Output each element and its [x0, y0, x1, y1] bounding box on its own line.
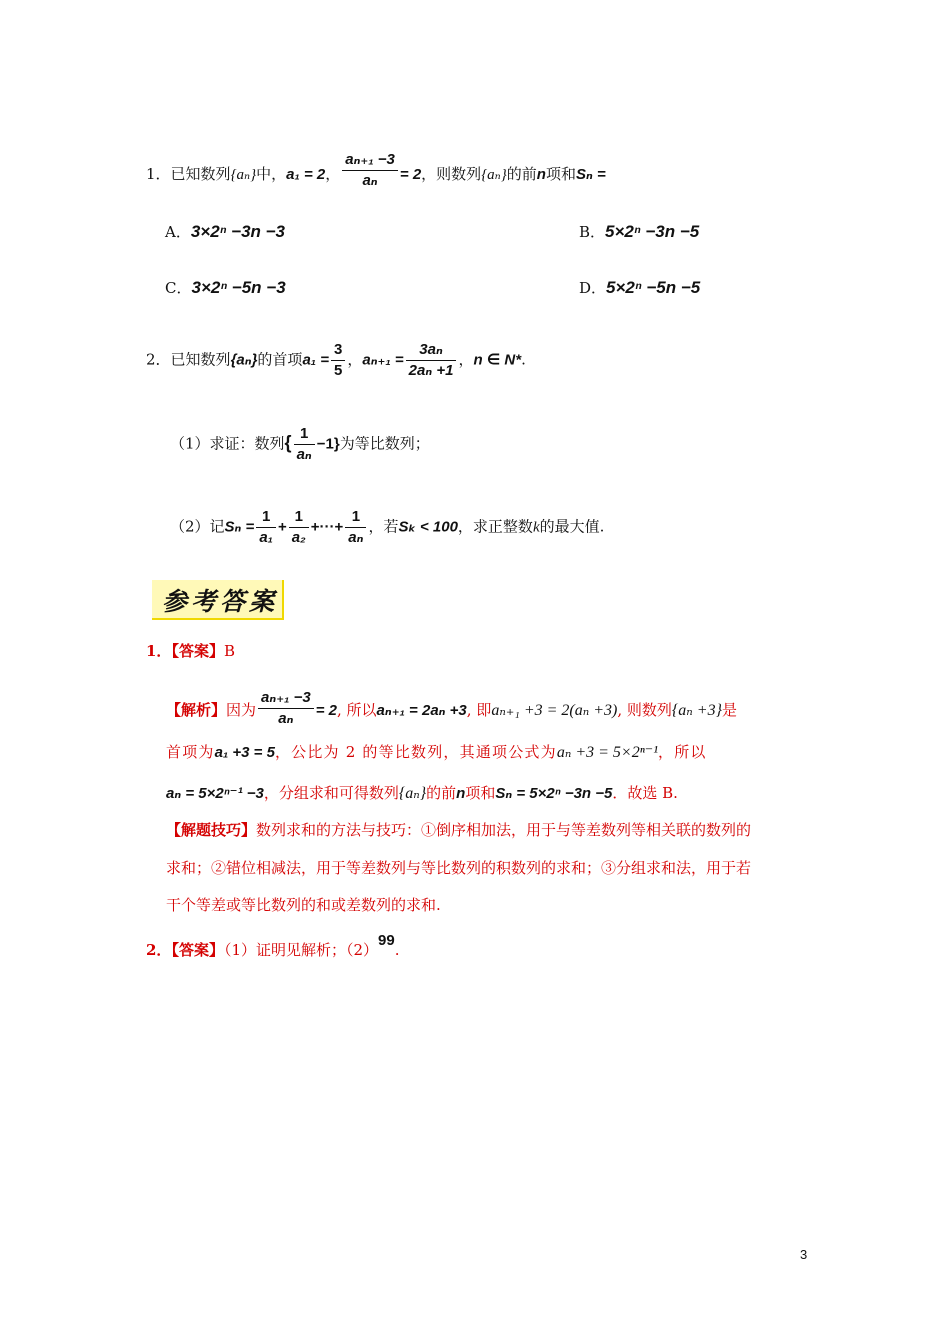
explain-fraction-value: = 2	[315, 702, 337, 719]
q2-frac-3	[345, 507, 366, 548]
q1-sequence: {aₙ}	[230, 167, 257, 183]
q1-sum: Sₙ =	[575, 166, 606, 183]
explain-eq3: a₁ +3 = 5	[214, 744, 275, 761]
fraction-denominator: aₙ	[362, 172, 378, 189]
ans1-label: 【答案】	[171, 642, 224, 660]
q2-line	[146, 340, 526, 381]
q2-part1-tail: −1}	[316, 435, 340, 453]
q1-option-c	[165, 278, 286, 298]
explain-eq6: Sₙ = 5×2ⁿ −3n −5	[495, 785, 613, 802]
fraction-denominator: 2aₙ +1	[408, 362, 454, 379]
ans1-explain-line3	[166, 783, 678, 804]
q1-text: 的前	[506, 165, 537, 183]
explain-eq2: aₙ₊₁ +3 = 2(aₙ +3)	[491, 702, 618, 719]
ans2-text: （1）证明见解析；（2）	[223, 941, 379, 959]
option-label: D．	[579, 279, 607, 297]
q1-text: 已知数列	[170, 165, 231, 183]
q2-text: 已知数列	[170, 350, 231, 369]
tip-text: 求和；②错位相减法，用于等差数列与等比数列的积数列的求和；③分组求和法，用于若	[166, 859, 752, 877]
ans1-tip-line3	[166, 895, 441, 915]
q1-recurrence-fraction	[342, 150, 398, 191]
q1-number: 1．	[146, 165, 171, 183]
option-label: A．	[165, 223, 191, 241]
explain-text: 是	[721, 701, 737, 719]
page-number: 3	[800, 1247, 808, 1262]
brace: {	[284, 432, 292, 453]
ans1-line	[146, 641, 235, 661]
reference-answer-badge	[148, 574, 286, 622]
explain-text: 项和	[465, 784, 496, 802]
q2-frac-1	[256, 507, 276, 548]
badge-title: 参考答案	[162, 587, 279, 616]
ans2-end: .	[394, 941, 400, 959]
fraction-denominator: aₙ	[348, 529, 364, 546]
ans1-explain-line2	[166, 742, 707, 763]
q2-domain: n ∈ N*	[473, 351, 522, 369]
q1-sequence: {aₙ}	[481, 167, 507, 183]
q1-line	[146, 150, 606, 191]
ans2-value: 99	[378, 932, 395, 949]
q2-part1	[170, 424, 430, 465]
explain-text: ．故选 B.	[612, 784, 678, 802]
fraction-numerator: 1	[345, 507, 366, 528]
fraction-denominator: aₙ	[278, 710, 294, 727]
q2-a1-fraction	[331, 340, 345, 381]
q2-frac-2	[289, 507, 309, 548]
q2-text: ，若	[368, 517, 399, 536]
q2-part1-fraction	[294, 424, 315, 465]
fraction-numerator: 3aₙ	[406, 340, 457, 361]
q1-option-b	[579, 222, 699, 242]
q1-text: ，	[325, 165, 341, 183]
fraction-numerator: aₙ₊₁ −3	[258, 688, 314, 709]
fraction-denominator: aₙ	[296, 446, 312, 463]
fraction-denominator: 5	[334, 362, 343, 379]
explain-n: n	[456, 785, 466, 802]
option-label: C．	[165, 279, 192, 297]
q1-option-d	[579, 278, 700, 298]
q2-text: ，	[347, 350, 363, 369]
option-value: 5×2ⁿ −5n −5	[606, 278, 701, 297]
explain-text: ，所以	[658, 743, 707, 761]
fraction-numerator: 1	[256, 507, 276, 528]
explain-text: 因为	[226, 701, 257, 719]
option-label: B．	[579, 223, 606, 241]
explain-text: ，分组求和可得数列	[263, 784, 399, 802]
explain-label: 【解析】	[166, 701, 227, 719]
q2-number: 2．	[146, 350, 171, 369]
q2-sum: Sₙ =	[224, 518, 255, 536]
explain-eq1: aₙ₊₁ = 2aₙ +3	[376, 702, 467, 719]
fraction-numerator: 1	[294, 424, 315, 445]
q1-text: 项和	[545, 165, 576, 183]
q2-text: 的首项	[257, 350, 303, 369]
fraction-denominator: a₁	[259, 529, 273, 546]
q2-recurrence-lhs: aₙ₊₁ =	[362, 351, 404, 369]
q2-text: 的最大值.	[539, 517, 605, 536]
q2-recurrence-fraction	[406, 340, 457, 381]
q1-text: 中，	[256, 165, 287, 183]
q2-part1-label: （1）求证：数列	[170, 434, 285, 453]
q2-sequence: {aₙ}	[230, 351, 258, 369]
explain-text: 首项为	[166, 743, 215, 761]
plus: +	[277, 518, 287, 536]
explain-text: 的前	[426, 784, 457, 802]
fraction-numerator: 1	[289, 507, 309, 528]
explain-text: , 则数列	[617, 701, 672, 719]
ans1-number: 1．	[146, 642, 172, 660]
option-value: 3×2ⁿ −5n −3	[191, 278, 286, 297]
ans2-label: 【答案】	[171, 941, 224, 959]
q1-n: n	[536, 166, 546, 183]
dots: +···+	[310, 518, 344, 536]
fraction-numerator: 3	[331, 340, 345, 361]
q2-part2-label: （2）记	[170, 517, 225, 536]
q2-k: k	[532, 519, 540, 536]
explain-text: ，公比为 2 的等比数列，其通项公式为	[274, 743, 557, 761]
q2-condition: Sₖ < 100	[398, 518, 458, 536]
option-value: 3×2ⁿ −3n −3	[190, 222, 286, 241]
fraction-denominator: a₂	[291, 529, 306, 546]
ans1-value: B	[223, 642, 235, 660]
fraction-numerator: aₙ₊₁ −3	[342, 150, 398, 171]
explain-set: {aₙ +3}	[671, 702, 722, 719]
q2-part2	[170, 507, 604, 548]
explain-text: , 即	[466, 701, 492, 719]
q2-text: ，求正整数	[457, 517, 533, 536]
tip-text: 数列求和的方法与技巧：①倒序相加法，用于与等差数列等相关联的数列的	[256, 821, 752, 839]
explain-fraction	[258, 688, 314, 729]
q1-recurrence-value: = 2	[399, 166, 422, 183]
q1-text: ，则数列	[421, 165, 482, 183]
ans2-number: 2．	[146, 941, 172, 959]
q1-initial-condition: a₁ = 2	[286, 166, 326, 183]
explain-set: {aₙ}	[398, 785, 427, 802]
q1-option-a	[165, 222, 285, 242]
explain-text: , 所以	[336, 701, 377, 719]
ans1-explain-line1	[166, 688, 737, 729]
q2-a1: a₁ =	[302, 351, 329, 369]
explain-eq5: aₙ = 5×2ⁿ⁻¹ −3	[166, 785, 264, 802]
q2-text: ，	[458, 350, 474, 369]
tip-label: 【解题技巧】	[166, 821, 257, 839]
ans2-line	[146, 932, 400, 961]
q2-text: .	[521, 350, 526, 369]
option-value: 5×2ⁿ −3n −5	[605, 222, 700, 241]
ans1-tip-line1	[166, 820, 751, 840]
tip-text: 干个等差或等比数列的和或差数列的求和.	[166, 896, 441, 914]
q2-part1-end: 为等比数列；	[339, 434, 430, 453]
explain-eq4: aₙ +3 = 5×2ⁿ⁻¹	[556, 744, 658, 761]
ans1-tip-line2	[166, 858, 751, 878]
